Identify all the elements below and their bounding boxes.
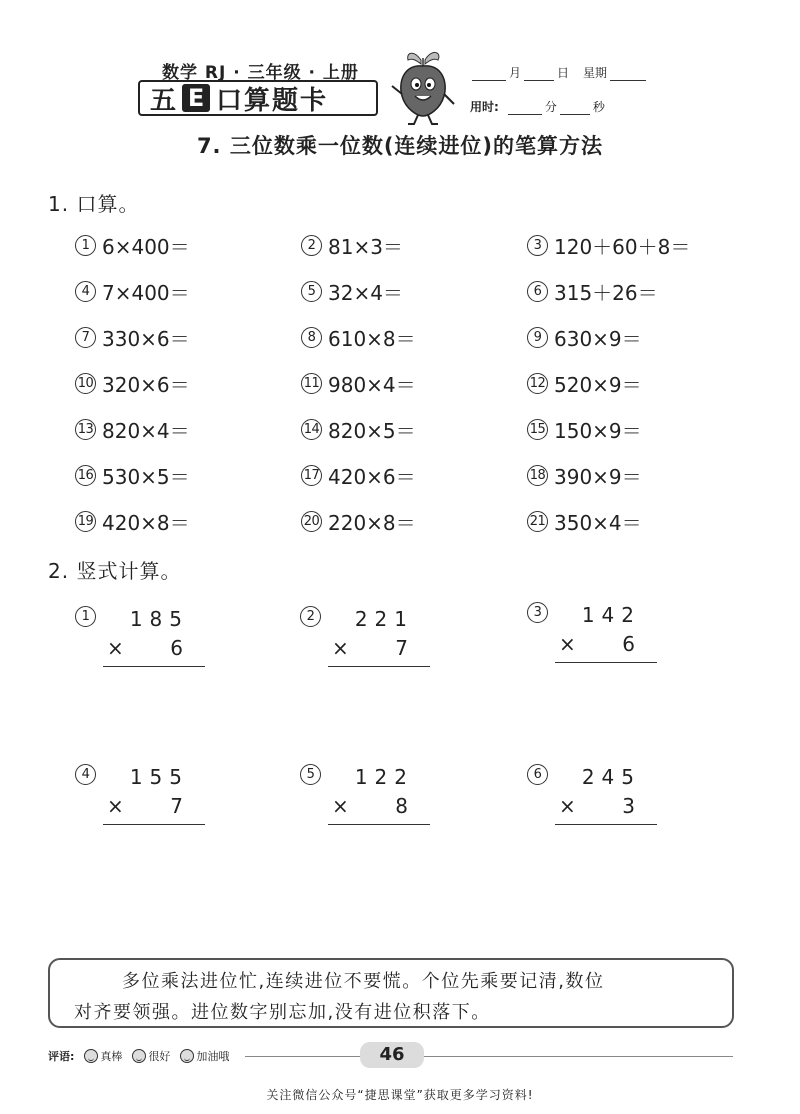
subject-line: 数学 RJ · 三年级 · 上册	[162, 63, 359, 83]
multiplicand: 122	[354, 765, 414, 789]
multiplier: 6	[170, 636, 183, 660]
eval-option-label: 真棒	[100, 1050, 123, 1063]
problem-expression: 630×9＝	[554, 326, 642, 351]
problem-number: 19	[75, 511, 96, 532]
minute-label: 分	[544, 100, 557, 114]
problem-number: 14	[301, 419, 322, 440]
problem-number: 6	[527, 764, 548, 785]
vertical-problem	[527, 602, 657, 662]
smiley-face-icon	[180, 1049, 194, 1063]
day-label: 日	[557, 66, 570, 80]
oral-problem-grid	[75, 222, 765, 544]
multiplicand: 245	[581, 765, 641, 789]
multiplier: 8	[395, 794, 408, 818]
mascot-icon	[388, 46, 458, 126]
oral-problem	[75, 406, 301, 452]
oral-problem	[527, 452, 765, 498]
times-sign: ×	[559, 794, 576, 818]
multiplier: 6	[622, 632, 635, 656]
oral-problem	[527, 406, 765, 452]
time-line	[470, 98, 605, 115]
problem-number: 15	[527, 419, 548, 440]
problem-number: 6	[527, 281, 548, 302]
problem-number: 12	[527, 373, 548, 394]
lesson-title: 7. 三位数乘一位数(连续进位)的笔算方法	[196, 134, 604, 158]
problem-expression: 530×5＝	[102, 464, 190, 489]
vertical-problem	[75, 606, 205, 666]
problem-expression: 7×400＝	[102, 280, 190, 305]
calculation-line	[555, 824, 657, 825]
problem-expression: 390×9＝	[554, 464, 642, 489]
problem-expression: 350×4＝	[554, 510, 642, 535]
oral-problem	[301, 406, 527, 452]
problem-number: 5	[300, 764, 321, 785]
problem-expression: 820×5＝	[328, 418, 416, 443]
time-label: 用时:	[470, 100, 499, 114]
footer-divider	[245, 1056, 733, 1057]
vertical-problem	[527, 764, 657, 824]
brand-number: 五	[150, 85, 177, 116]
problem-expression: 980×4＝	[328, 372, 416, 397]
weekday-blank[interactable]	[610, 68, 646, 81]
page-number: 46	[360, 1042, 424, 1068]
oral-problem	[75, 314, 301, 360]
oral-problem	[75, 268, 301, 314]
oral-problem	[301, 314, 527, 360]
problem-expression: 6×400＝	[102, 234, 190, 259]
oral-problem	[75, 498, 301, 544]
minute-blank[interactable]	[508, 102, 542, 115]
problem-number: 21	[527, 511, 548, 532]
problem-number: 5	[301, 281, 322, 302]
oral-problem	[301, 498, 527, 544]
eval-option-keep-going[interactable]	[180, 1048, 229, 1064]
oral-problem	[527, 498, 765, 544]
problem-number: 11	[301, 373, 322, 394]
oral-problem	[527, 360, 765, 406]
section2-heading: 2. 竖式计算。	[48, 559, 182, 583]
day-blank[interactable]	[524, 68, 554, 81]
problem-number: 16	[75, 465, 96, 486]
evaluation-label: 评语:	[48, 1050, 75, 1063]
problem-expression: 120＋60＋8＝	[554, 234, 691, 259]
promo-text: 关注微信公众号“捷思课堂”获取更多学习资料!	[266, 1088, 534, 1102]
second-label: 秒	[592, 100, 605, 114]
problem-expression: 81×3＝	[328, 234, 403, 259]
oral-problem	[527, 222, 765, 268]
vertical-problem	[300, 764, 430, 824]
multiplier: 3	[622, 794, 635, 818]
eval-option-label: 很好	[148, 1050, 171, 1063]
tip-rhyme-box	[48, 958, 734, 1028]
problem-expression: 820×4＝	[102, 418, 190, 443]
problem-number: 2	[301, 235, 322, 256]
multiplicand: 221	[354, 607, 414, 631]
smiley-face-icon	[132, 1049, 146, 1063]
rhyme-line-1: 多位乘法进位忙,连续进位不要慌。个位先乘要记清,数位	[122, 971, 605, 992]
times-sign: ×	[107, 636, 124, 660]
brand-logo	[138, 80, 378, 116]
section1-heading: 1. 口算。	[48, 192, 140, 216]
brand-title: 口算题卡	[216, 85, 329, 116]
oral-problem	[75, 360, 301, 406]
multiplicand: 155	[129, 765, 189, 789]
smiley-face-icon	[84, 1049, 98, 1063]
problem-number: 3	[527, 602, 548, 623]
problem-expression: 320×6＝	[102, 372, 190, 397]
problem-number: 7	[75, 327, 96, 348]
times-sign: ×	[559, 632, 576, 656]
problem-number: 8	[301, 327, 322, 348]
multiplier: 7	[395, 636, 408, 660]
rhyme-line-2: 对齐要领强。进位数字别忘加,没有进位积落下。	[74, 1002, 491, 1023]
problem-number: 1	[75, 235, 96, 256]
oral-problem	[527, 268, 765, 314]
problem-expression: 420×6＝	[328, 464, 416, 489]
problem-number: 1	[75, 606, 96, 627]
problem-number: 20	[301, 511, 322, 532]
eval-option-label: 加油哦	[196, 1050, 230, 1063]
vertical-problem	[75, 764, 205, 824]
calculation-line	[328, 824, 430, 825]
month-label: 月	[509, 66, 522, 80]
multiplicand: 185	[129, 607, 189, 631]
problem-expression: 315＋26＝	[554, 280, 658, 305]
problem-expression: 32×4＝	[328, 280, 403, 305]
problem-number: 9	[527, 327, 548, 348]
problem-expression: 610×8＝	[328, 326, 416, 351]
problem-expression: 220×8＝	[328, 510, 416, 535]
second-blank[interactable]	[560, 102, 590, 115]
oral-problem	[75, 452, 301, 498]
calculation-line	[555, 662, 657, 663]
weekday-label: 星期	[583, 66, 608, 80]
eval-option-great[interactable]	[84, 1048, 122, 1064]
problem-number: 17	[301, 465, 322, 486]
times-sign: ×	[332, 794, 349, 818]
problem-number: 2	[300, 606, 321, 627]
problem-number: 13	[75, 419, 96, 440]
problem-expression: 520×9＝	[554, 372, 642, 397]
problem-expression: 420×8＝	[102, 510, 190, 535]
date-line	[472, 64, 646, 81]
evaluation-row	[48, 1048, 229, 1064]
oral-problem	[301, 360, 527, 406]
oral-problem	[301, 452, 527, 498]
problem-number: 4	[75, 281, 96, 302]
month-blank[interactable]	[472, 68, 506, 81]
calculation-line	[103, 824, 205, 825]
calculation-line	[328, 666, 430, 667]
oral-problem	[75, 222, 301, 268]
problem-number: 18	[527, 465, 548, 486]
problem-number: 3	[527, 235, 548, 256]
problem-expression: 330×6＝	[102, 326, 190, 351]
problem-expression: 150×9＝	[554, 418, 642, 443]
multiplier: 7	[170, 794, 183, 818]
times-sign: ×	[332, 636, 349, 660]
calculation-line	[103, 666, 205, 667]
problem-number: 10	[75, 373, 96, 394]
eval-option-good[interactable]	[132, 1048, 170, 1064]
problem-number: 4	[75, 764, 96, 785]
oral-problem	[301, 268, 527, 314]
oral-problem	[301, 222, 527, 268]
vertical-problem	[300, 606, 430, 666]
times-sign: ×	[107, 794, 124, 818]
brand-letter: E	[182, 84, 210, 112]
multiplicand: 142	[581, 603, 641, 627]
oral-problem	[527, 314, 765, 360]
